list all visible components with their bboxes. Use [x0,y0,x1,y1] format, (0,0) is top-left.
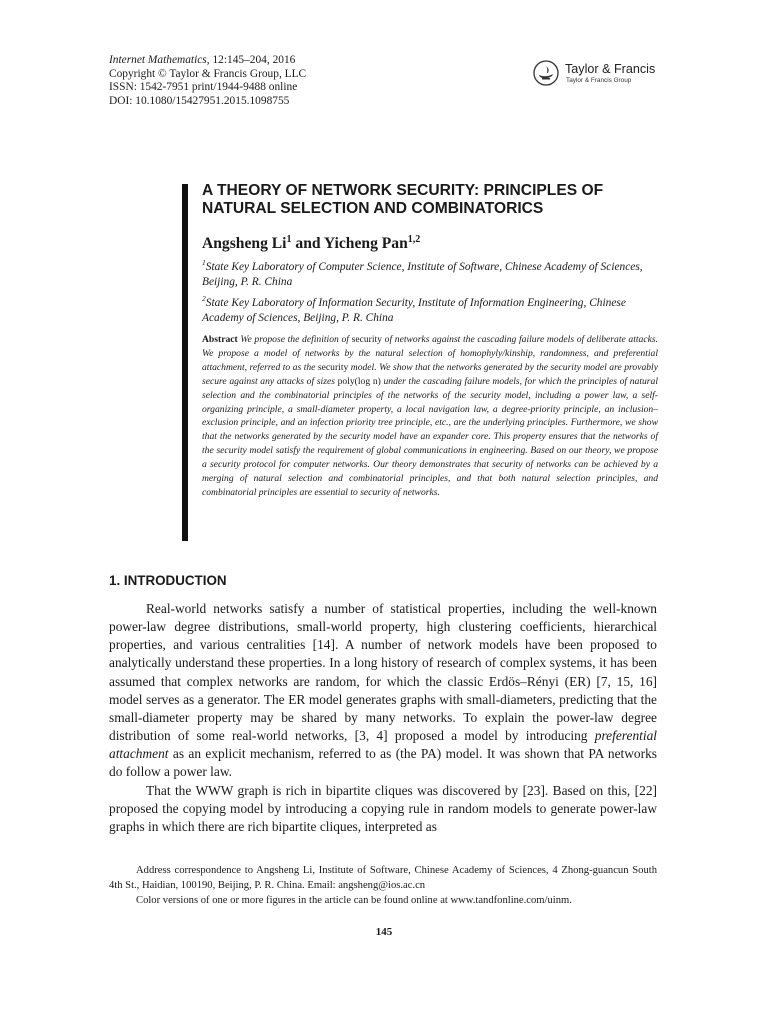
affiliation-mark: 2 [202,293,206,303]
abstract-text: model. We show that the networks generated by the security model are provably secure against any attacks of sizes [202,361,658,387]
author-name: Yicheng Pan [323,235,408,253]
page-number: 145 [375,926,393,938]
abstract-text: of networks against the cascading failure models of deliberate attacks. We propose a model of networks by the natural selection of homophyly/kinship, randomness, and preferential attachment, referred to as the [202,334,658,373]
color-note: Color versions of one or more figures in the article can be found online at www.tandfonline.com/uinm. [136,895,572,906]
affiliation [202,291,662,327]
affiliation-text: State Key Laboratory of Computer Science, Institute of Software, Chinese Academy of Sciences, Beijing, P. R. China [202,260,643,289]
emphasis-text: preferential attachment [109,728,657,762]
abstract-term: security [351,334,382,345]
author-affil-mark: 1,2 [407,234,421,245]
abstract-text: under the cascading failure models, for which the principles of natural selection and the combinatorial principles of the networks of the security model, including a power law, a self-organizing principle, a small-diameter property, a local navigation law, a degree-priority principle, an inclusion–exclusion principle, and an infection priority tree principle, etc., are the underlying principles. Furthermore, we show that the networks generated by the security model have an expander core. This property ensures that the networks of the security model satisfy the requirement of global communications in engineering. Based on our theory, we propose a security protocol for computer networks. Our theory demonstrates that security of networks can be achieved by a merging of natural selection and combinatorial principles, and that both natural selection principles, and combinatorial principles are essential to security of networks. [202,375,658,498]
publisher-logo [533,60,663,88]
abstract-term: poly(log n) [337,375,381,387]
journal-header [109,54,306,108]
abstract-text: We propose the definition of [237,334,352,345]
affiliations [202,255,662,326]
lamp-emblem-icon [533,60,559,86]
copyright-line: Copyright © Taylor & Francis Group, LLC [109,67,307,80]
affiliation-text: State Key Laboratory of Information Security, Institute of Information Engineering, Chinese Academy of Sciences, Beijing, P. R. China [202,296,626,324]
affiliation-mark: 1 [202,258,206,267]
journal-citation [109,54,306,68]
article-title: A THEORY OF NETWORK SECURITY: PRINCIPLES OF NATURAL SELECTION AND COMBINATORICS [202,182,604,218]
publisher-group: Taylor & Francis Group [566,77,632,84]
title-accent-bar [182,184,188,541]
author-conjunction: and [291,235,324,253]
abstract-heading: Abstract [202,334,238,345]
section-heading: 1. INTRODUCTION [109,573,227,588]
doi-line: DOI: 10.1080/15427951.2015.1098755 [109,94,290,107]
correspondence-note: Address correspondence to Angsheng Li, Institute of Software, Chinese Academy of Sciences, 4 Zhong-guancun South 4th St., Haidian, 100190, Beijing, P. R. China. Email: angsheng@ios.ac.cn [109,865,657,891]
author-affil-mark: 1 [286,234,292,245]
footnote [109,863,657,908]
paragraph-text: Real-world networks satisfy a number of statistical properties, including the well-known power-law degree distributions, small-world property, high clustering coefficients, hierarchical properties, and various centralities [14]. A number of network models have been proposed to analytically understand these properties. In a long history of research of complex systems, it has been assumed that complex networks are random, for which the classic Erdös–Rényi (ER) [7, 15, 16] model serves as a generator. The ER model generates graphs with small-diameters, predicting that the small-diameter property may be shared by many networks. To explain the power-law degree distribution of some real-world networks, [3, 4] proposed a model by introducing [109,601,657,744]
paragraph-text: as an explicit mechanism, referred to as (the PA) model. It was shown that PA networks do follow a power law. [109,746,657,780]
journal-name: Internet Mathematics [109,54,207,66]
body-text [109,600,657,836]
publisher-name: Taylor & Francis [565,62,656,76]
journal-volume: , 12:145–204, 2016 [206,54,296,66]
abstract-term: security [317,361,349,373]
paragraph: That the WWW graph is rich in bipartite cliques was discovered by [23]. Based on this, [22] proposed the copying model by introducing a copying rule in random models to generate power-law graphs in which there are rich bipartite cliques, interpreted as [109,782,657,834]
paragraph [109,600,657,782]
abstract [202,333,658,500]
issn-line: ISSN: 1542-7951 print/1944-9488 online [109,81,298,94]
author-line [202,234,420,253]
author-name: Angsheng Li [202,235,287,253]
affiliation [202,255,662,291]
